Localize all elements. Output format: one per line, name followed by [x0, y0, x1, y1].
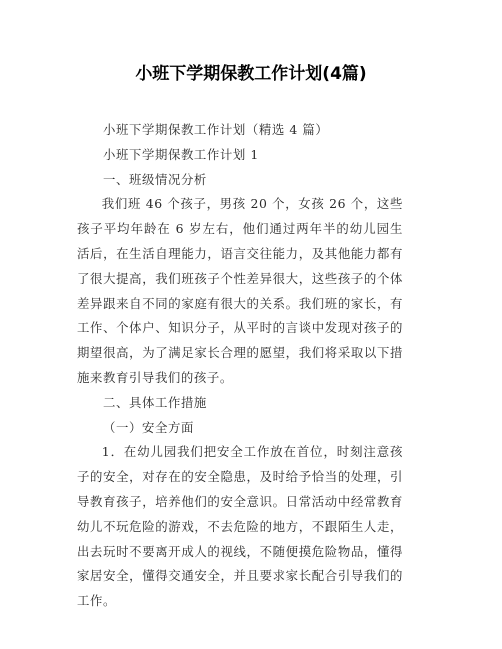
subsection-heading-safety: （一）安全方面 — [103, 419, 194, 435]
paragraph-class-analysis: 我们班 46 个孩子，男孩 20 个，女孩 26 个，这些孩子平均年龄在 6 岁左右，他们通过两年半的幼儿园生活后，在生活自理能力，语言交往能力，及其他能力都有了很大提高，我们班孩子个性差异很大，这些孩子的个体差异跟来自不同的家庭有很大的关系。我们班的家长，有工作、个体户、知识分子，从平时的言谈中发现对孩子的期望很高，为了满足家长合理的愿望，我们将采取以下措施来教育引导我们的孩子。 — [77, 196, 403, 385]
document-title: 小班下学期保教工作计划(4篇) — [135, 64, 367, 84]
section-heading-class-analysis: 一、班级情况分析 — [103, 171, 207, 187]
document-body — [77, 118, 403, 614]
paragraph-safety-item-1: 1．在幼儿园我们把安全工作放在首位，时刻注意孩子的安全，对存在的安全隐患，及时给予恰当的处理，引导教育孩子，培养他们的安全意识。日常活动中经常教育幼儿不玩危险的游戏，不去危险的地方，不跟陌生人走，出去玩时不要离开成人的视线，不随便摸危险物品，懂得家居安全，懂得交通安全，并且要求家长配合引导我们的工作。 — [77, 444, 403, 609]
section-heading-measures: 二、具体工作措施 — [103, 394, 207, 410]
plan-heading: 小班下学期保教工作计划 1 — [103, 146, 259, 162]
document-subtitle: 小班下学期保教工作计划（精选 4 篇） — [103, 122, 329, 137]
